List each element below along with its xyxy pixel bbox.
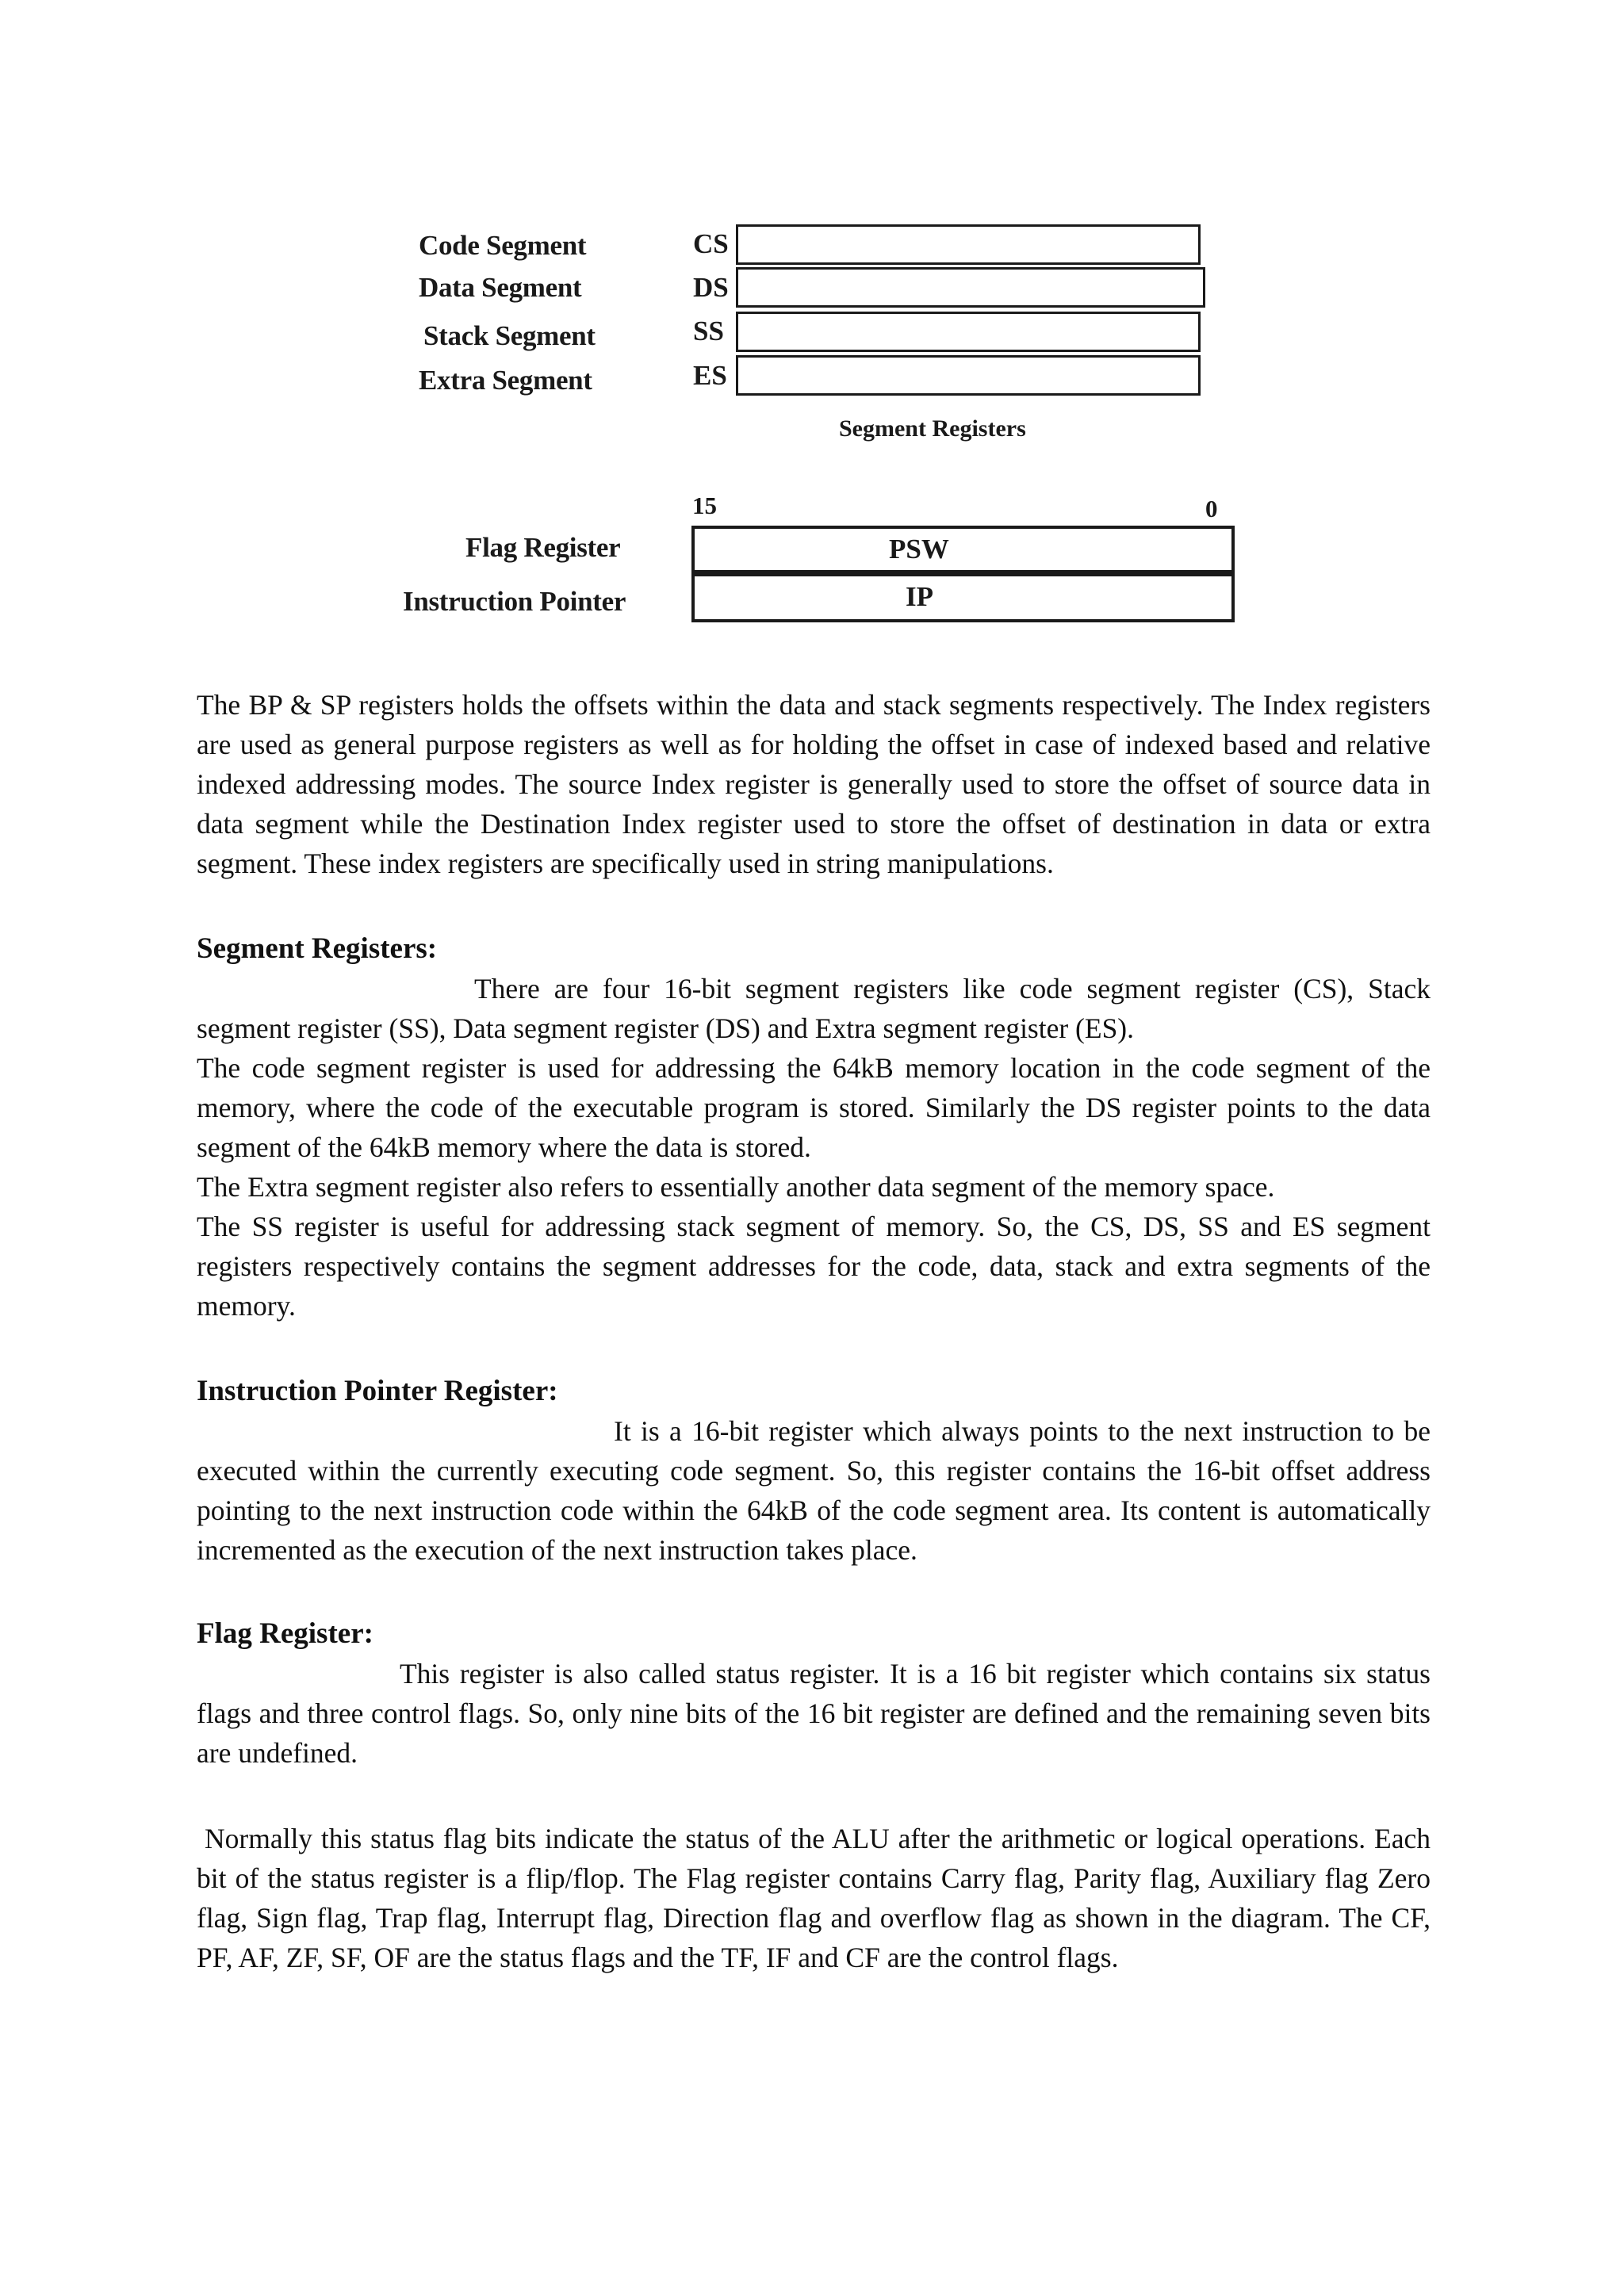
segment-registers-heading: Segment Registers:: [197, 932, 438, 965]
flag-paragraph-1: This register is also called status register. It is a 16 bit register which contains six status flags and three control flags. So, only nine bits of the 16 bit register are defined and the remaining seven bits are undefined.: [197, 1658, 1431, 1769]
segment-paragraph-2: The code segment register is used for addressing the 64kB memory location in the code segment of the memory, where the code of the executable program is stored. Similarly the DS register points to the data segment of the 64kB memory where the data is stored.: [197, 1052, 1431, 1163]
ds-abbr: DS: [693, 272, 729, 303]
bit-15-label: 15: [692, 492, 717, 519]
data-segment-label: Data Segment: [419, 272, 582, 303]
instruction-pointer-label: Instruction Pointer: [403, 586, 626, 617]
register-diagram: [0, 0, 1624, 650]
ip-box-label: IP: [906, 581, 933, 612]
ds-register-box: [736, 267, 1205, 308]
extra-segment-label: Extra Segment: [419, 365, 592, 396]
ss-abbr: SS: [693, 316, 724, 346]
segment-paragraph-4: The SS register is useful for addressing stack segment of memory. So, the CS, DS, SS and ES segment registers respectively contains the segment addresses for the code, data, stack and extra segments of the memory.: [197, 1211, 1431, 1322]
intro-paragraph: The BP & SP registers holds the offsets within the data and stack segments respectively. The Index registers are used as general purpose registers as well as for holding the offset in case of indexed based and relative indexed addressing modes. The source Index register is generally used to store the offset of source data in data segment while the Destination Index register used to store the offset of destination in data or extra segment. These index registers are specifically used in string manipulations.: [197, 689, 1431, 879]
psw-label: PSW: [889, 534, 949, 564]
body-text: [197, 685, 1431, 1977]
instruction-pointer-heading: Instruction Pointer Register:: [197, 1375, 558, 1407]
ip-box: [691, 573, 1235, 622]
instruction-pointer-paragraph: It is a 16-bit register which always points to the next instruction to be executed within the currently executing code segment. So, this register contains the 16-bit offset address pointing to the next instruction code within the 64kB of the code segment area. Its content is automatically incremented as the execution of the next instruction takes place.: [197, 1415, 1431, 1566]
segment-paragraph-3: The Extra segment register also refers to essentially another data segment of the memory space.: [197, 1171, 1275, 1203]
code-segment-label: Code Segment: [419, 230, 587, 261]
flag-paragraph-2: Normally this status flag bits indicate the status of the ALU after the arithmetic or logical operations. Each bit of the status register is a flip/flop. The Flag register contains Carry flag, Parity flag, Auxiliary flag Zero flag, Sign flag, Trap flag, Interrupt flag, Direction flag and overflow flag as shown in the diagram. The CF, PF, AF, ZF, SF, OF are the status flags and the TF, IF and CF are the control flags.: [197, 1823, 1431, 1973]
flag-register-heading: Flag Register:: [197, 1617, 373, 1650]
ss-register-box: [736, 312, 1201, 352]
cs-abbr: CS: [693, 228, 729, 259]
bit-0-label: 0: [1205, 495, 1218, 522]
segment-paragraph-1: There are four 16-bit segment registers like code segment register (CS), Stack segment register (SS), Data segment register (DS) and Extra segment register (ES).: [197, 973, 1431, 1044]
cs-register-box: [736, 224, 1201, 265]
flag-register-label: Flag Register: [465, 532, 621, 563]
segment-registers-caption: Segment Registers: [839, 415, 1026, 442]
es-abbr: ES: [693, 360, 727, 391]
stack-segment-label: Stack Segment: [423, 320, 596, 351]
es-register-box: [736, 355, 1201, 396]
psw-box: [691, 526, 1235, 573]
